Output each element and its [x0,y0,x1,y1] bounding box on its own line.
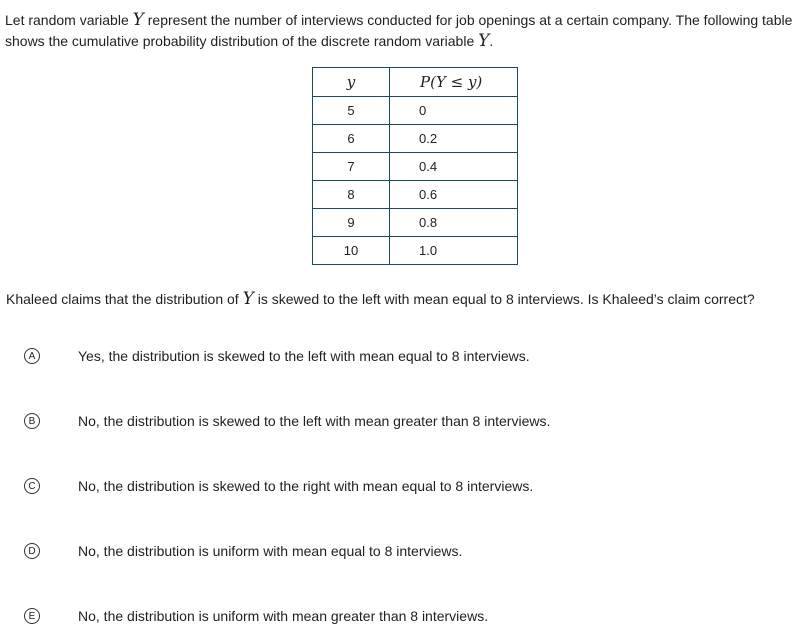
cell-probability: 0.4 [390,153,518,181]
intro-paragraph [5,10,805,52]
answer-choice-b[interactable] [24,410,804,432]
choice-text: No, the distribution is skewed to the right with mean equal to 8 interviews. [78,478,534,494]
cell-y: 6 [313,125,390,153]
variable-y: Y [478,31,490,51]
answer-choice-c[interactable] [24,475,804,497]
choice-letter-e-icon: E [24,608,40,624]
choice-text: Yes, the distribution is skewed to the left with mean equal to 8 interviews. [78,348,530,364]
table-row [313,181,518,209]
answer-choice-a[interactable] [24,345,804,367]
table-row [313,237,518,265]
choice-letter-a-icon: A [24,348,40,364]
header-y: y [313,68,390,97]
answer-choice-e[interactable] [24,605,804,627]
question-text-2: is skewed to the left with mean equal to 8 interviews. Is Khaleed’s claim correct? [253,291,755,307]
choice-text: No, the distribution is uniform with mean greater than 8 interviews. [78,608,489,624]
question-text [6,289,806,310]
cell-y: 8 [313,181,390,209]
cell-probability: 0.6 [390,181,518,209]
header-probability: P(Y ≤ y) [390,68,518,97]
intro-text-3: . [489,33,494,49]
table-row [313,125,518,153]
choice-letter-b-icon: B [24,413,40,429]
table-row [313,209,518,237]
cell-y: 9 [313,209,390,237]
table-header-row [313,68,518,97]
table-row [313,153,518,181]
answer-choice-d[interactable] [24,540,804,562]
choice-letter-d-icon: D [24,543,40,559]
cdf-table [312,67,518,265]
cell-y: 10 [313,237,390,265]
variable-y: Y [242,289,254,309]
cell-y: 5 [313,97,390,125]
choice-text: No, the distribution is skewed to the left with mean greater than 8 interviews. [78,413,551,429]
choice-letter-c-icon: C [24,478,40,494]
cell-probability: 0.8 [390,209,518,237]
intro-text-1: Let random variable [5,12,133,28]
cell-probability: 0 [390,97,518,125]
choice-text: No, the distribution is uniform with mean equal to 8 interviews. [78,543,463,559]
cell-probability: 0.2 [390,125,518,153]
question-text-1: Khaleed claims that the distribution of [6,291,243,307]
intro-text-2: represent the number of interviews conducted for job openings at a certain company. The following table shows the cumulative probability distribution of the discrete random variable [5,12,793,49]
cell-y: 7 [313,153,390,181]
variable-y: Y [132,10,144,30]
table-row [313,97,518,125]
cell-probability: 1.0 [390,237,518,265]
